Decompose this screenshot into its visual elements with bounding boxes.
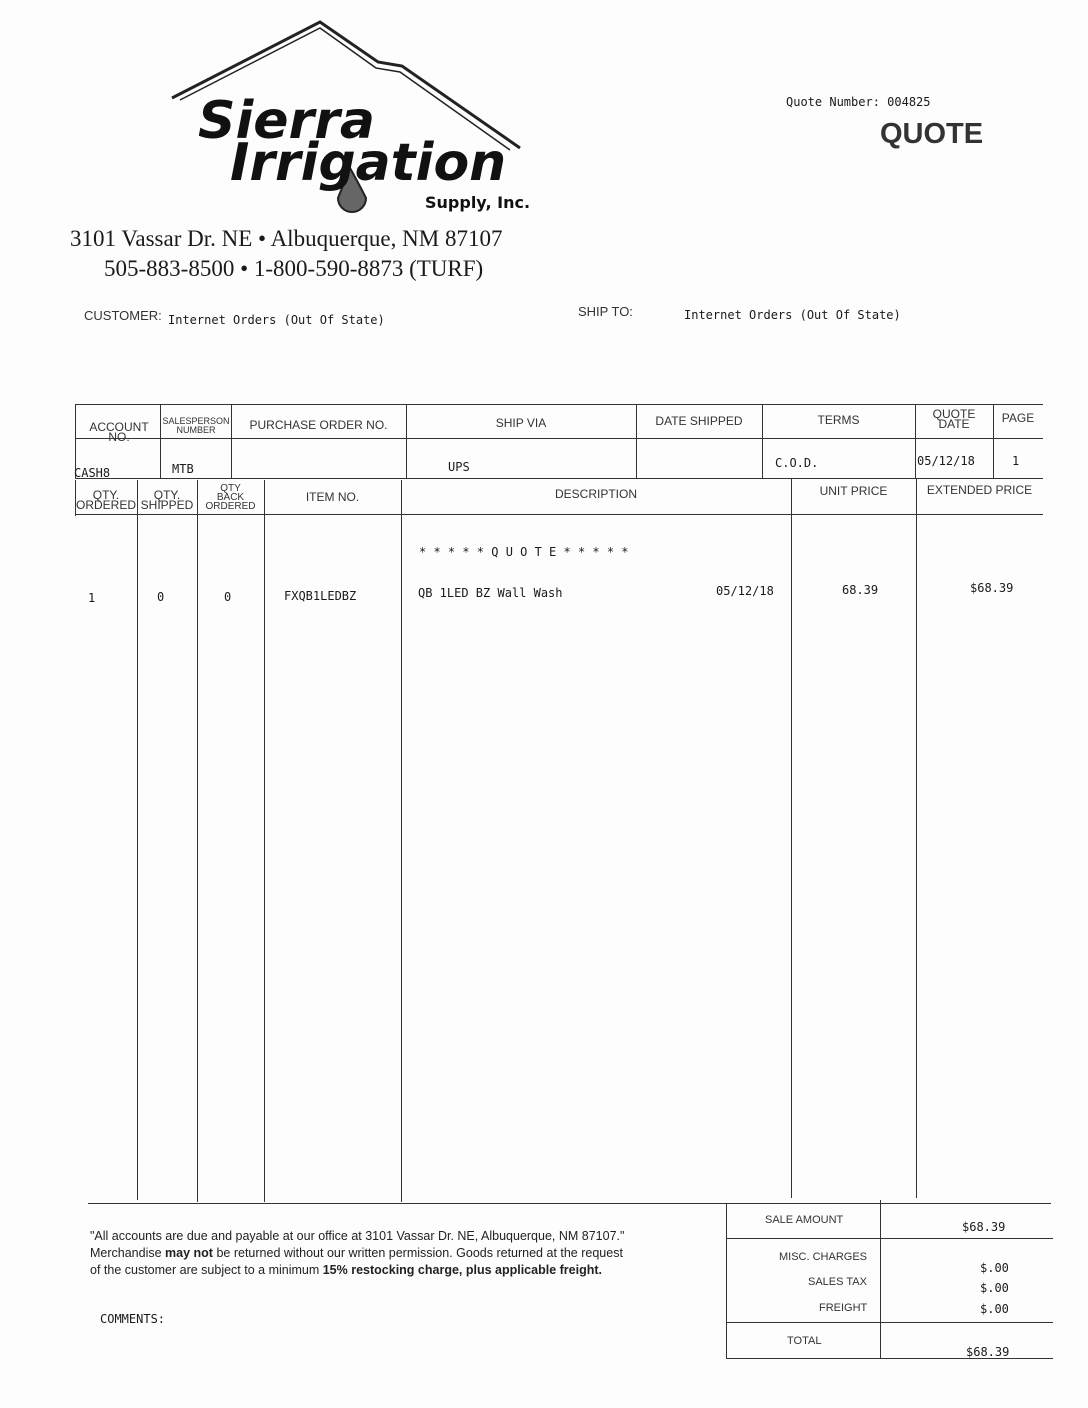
hdr-salesperson-2: NUMBER (176, 425, 216, 435)
quote-banner: * * * * * Q U O T E * * * * * (419, 545, 629, 559)
row-qty-shipped: 0 (157, 590, 165, 604)
hdr-quote-date-1: QUOTE (932, 407, 976, 421)
hdr-salesperson-1: SALESPERSON (162, 416, 230, 426)
total-value: $68.39 (966, 1345, 1010, 1359)
col-qty-back-3: ORDERED (205, 501, 256, 512)
company-logo (170, 18, 560, 218)
col-unit-price: UNIT PRICE (819, 484, 888, 498)
company-phones: 505-883-8500 • 1-800-590-8873 (TURF) (104, 256, 484, 281)
hdr-terms: TERMS (817, 413, 860, 427)
ship-to-value: Internet Orders (Out Of State) (684, 308, 901, 322)
terms-text (90, 1228, 720, 1279)
ship-to-label: SHIP TO: (578, 304, 633, 319)
val-quote-date: 05/12/18 (917, 454, 975, 468)
val-salesperson: MTB (172, 462, 194, 476)
terms-line-3b: 15% restocking charge, plus applicable freight. (322, 1263, 602, 1277)
row-qty-back: 0 (224, 590, 232, 604)
hdr-page: PAGE (1001, 411, 1035, 425)
customer-value: Internet Orders (Out Of State) (168, 313, 385, 327)
col-qty-shipped-2: SHIPPED (140, 498, 194, 512)
hdr-ship-via: SHIP VIA (495, 416, 547, 430)
col-qty-back-2: BACK (216, 492, 245, 503)
hdr-quote-date (915, 409, 993, 429)
terms-line-2 (90, 1245, 720, 1262)
row-item-no: FXQB1LEDBZ (284, 589, 357, 603)
col-qty-back (197, 484, 264, 511)
terms-line-3 (90, 1262, 720, 1279)
hdr-date-shipped: DATE SHIPPED (655, 414, 743, 428)
hdr-account-no: ACCOUNT NO. (89, 420, 149, 444)
col-qty-ordered (76, 490, 136, 510)
col-qty-shipped (137, 490, 197, 510)
val-ship-via: UPS (448, 460, 470, 474)
customer-label: CUSTOMER: (84, 308, 162, 323)
terms-line-2b: may not (165, 1246, 213, 1260)
col-extended-price: EXTENDED PRICE (926, 483, 1033, 497)
sales-tax-label: SALES TAX (808, 1276, 867, 1288)
col-qty-shipped-1: QTY. (153, 488, 181, 502)
company-address: 3101 Vassar Dr. NE • Albuquerque, NM 87107 (70, 226, 503, 251)
val-terms: C.O.D. (775, 456, 819, 470)
sale-amount-value: $68.39 (962, 1220, 1006, 1234)
val-page: 1 (1012, 454, 1020, 468)
logo-word-irrigation: Irrigation (230, 133, 507, 193)
document-title: QUOTE (880, 118, 984, 150)
hdr-salesperson (160, 417, 232, 435)
quote-number: Quote Number: 004825 (786, 95, 931, 109)
col-item-no: ITEM NO. (305, 490, 360, 504)
terms-line-3a: of the customer are subject to a minimum (90, 1263, 323, 1277)
sales-tax-value: $.00 (980, 1281, 1009, 1295)
terms-line-2c: be returned without our written permission. Goods returned at the request (212, 1246, 623, 1260)
comments-label: COMMENTS: (100, 1312, 166, 1326)
val-account-no: CASH8 (74, 466, 111, 480)
col-qty-back-1: QTY (220, 483, 241, 494)
sale-amount-label: SALE AMOUNT (765, 1214, 844, 1226)
row-extended-price: $68.39 (970, 581, 1014, 595)
logo-word-supply: Supply, Inc. (425, 193, 531, 212)
total-label: TOTAL (787, 1335, 822, 1347)
col-description: DESCRIPTION (554, 487, 637, 501)
row-description: QB 1LED BZ Wall Wash (418, 586, 563, 600)
terms-line-2a: Merchandise (90, 1246, 166, 1260)
row-date: 05/12/18 (716, 584, 774, 598)
row-unit-price: 68.39 (842, 583, 879, 597)
col-qty-ordered-1: QTY. (92, 488, 120, 502)
row-qty-ordered: 1 (88, 591, 96, 605)
freight-value: $.00 (980, 1302, 1009, 1316)
misc-charges-label: MISC. CHARGES (779, 1251, 868, 1263)
freight-label: FREIGHT (819, 1302, 868, 1314)
col-qty-ordered-2: ORDERED (76, 498, 137, 512)
misc-charges-value: $.00 (980, 1261, 1009, 1275)
hdr-quote-date-2: DATE (938, 417, 970, 431)
terms-line-1: "All accounts are due and payable at our office at 3101 Vassar Dr. NE, Albuquerque, NM 87107." (90, 1229, 625, 1243)
logo-word-sierra: Sierra (198, 91, 375, 151)
hdr-po-no: PURCHASE ORDER NO. (249, 418, 388, 432)
